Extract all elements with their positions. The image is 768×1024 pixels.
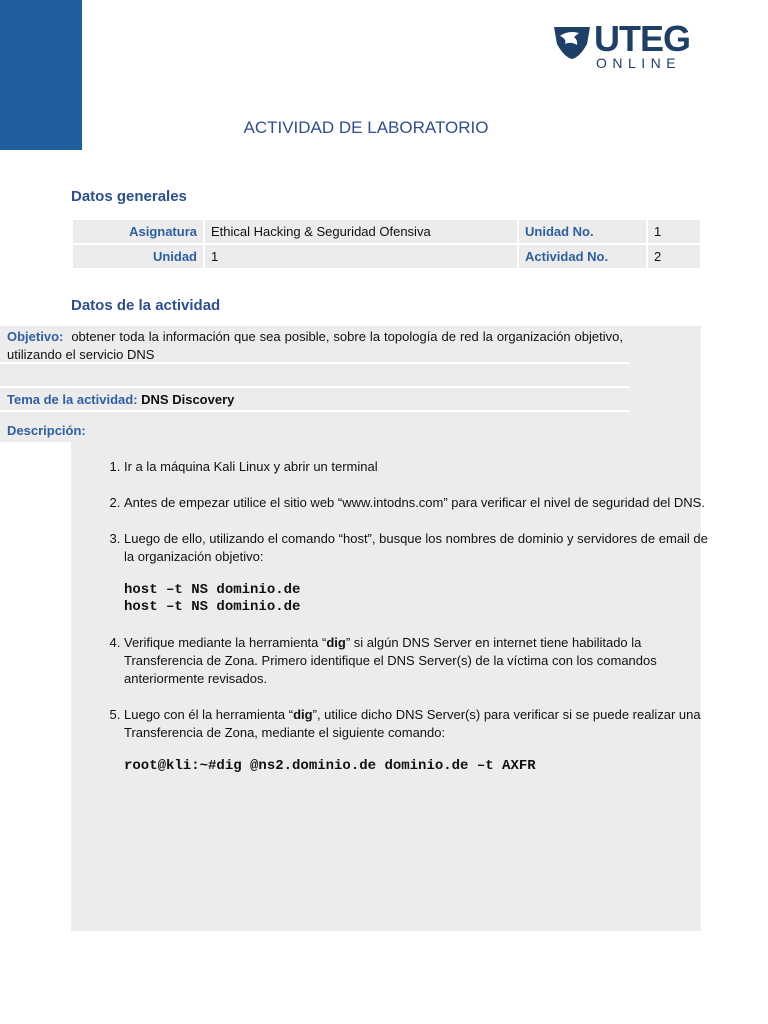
step-text: ” si algún DNS Server en internet tiene habilitado la Transferencia de Zona. Primero identifique el DNS Server(s) de la víctima con los comandos anteriormente revisados. xyxy=(124,635,657,686)
actividad-no-value: 2 xyxy=(648,245,700,268)
list-item xyxy=(124,634,714,688)
activity-data-heading: Datos de la actividad xyxy=(71,297,221,314)
logo-sub-text: ONLINE xyxy=(596,55,682,71)
step-text: Luego de ello, utilizando el comando “host”, busque los nombres de dominio y servidores de email de la organización objetivo: xyxy=(124,531,708,564)
empty-row xyxy=(0,364,630,388)
actividad-no-label: Actividad No. xyxy=(519,245,646,268)
general-data-table xyxy=(71,218,702,270)
step-text: Ir a la máquina Kali Linux y abrir un terminal xyxy=(124,459,378,474)
step-text: Verifique mediante la herramienta “ xyxy=(124,635,327,650)
table-row xyxy=(73,220,700,243)
list-item xyxy=(124,458,714,476)
unidad-no-label: Unidad No. xyxy=(519,220,646,243)
topic-label: Tema de la actividad: xyxy=(7,392,138,407)
unidad-label: Unidad xyxy=(73,245,203,268)
list-item xyxy=(124,706,714,775)
step-text: Luego con él la herramienta “ xyxy=(124,707,294,722)
list-item xyxy=(124,530,714,616)
table-row xyxy=(73,245,700,268)
document-title: ACTIVIDAD DE LABORATORIO xyxy=(243,118,489,137)
steps-list xyxy=(71,458,714,793)
description-row xyxy=(0,420,630,442)
uteg-online-logo xyxy=(548,20,708,76)
asignatura-label: Asignatura xyxy=(73,220,203,243)
shield-logo-icon xyxy=(552,24,592,60)
code-line: host –t NS dominio.de xyxy=(124,582,301,598)
objective-label: Objetivo: xyxy=(7,329,64,344)
logo-brand-text: UTEG xyxy=(594,18,691,59)
topic-row xyxy=(0,388,630,412)
list-item xyxy=(124,494,714,512)
code-line: root@kli:~#dig @ns2.dominio.de dominio.de –t AXFR xyxy=(124,758,536,774)
step-text: ”, utilice dicho DNS Server(s) para verificar si se puede realizar una Transferencia de Zona, mediante el siguiente comando: xyxy=(124,707,701,740)
general-data-heading: Datos generales xyxy=(71,188,187,205)
asignatura-value: Ethical Hacking & Seguridad Ofensiva xyxy=(205,220,517,243)
unidad-value: 1 xyxy=(205,245,517,268)
code-block xyxy=(124,582,714,616)
step-bold-term: dig xyxy=(326,635,346,650)
topic-value: DNS Discovery xyxy=(141,392,235,407)
objective-text: obtener toda la información que sea posible, sobre la topología de red la organización objetivo, utilizando el servicio DNS xyxy=(7,329,623,362)
description-label: Descripción: xyxy=(7,423,86,438)
code-line: host –t NS dominio.de xyxy=(124,599,301,615)
step-text: Antes de empezar utilice el sitio web “www.intodns.com” para verificar el nivel de seguridad del DNS. xyxy=(124,495,705,510)
objective-row xyxy=(0,326,630,364)
unidad-no-value: 1 xyxy=(648,220,700,243)
code-block xyxy=(124,758,714,775)
step-bold-term: dig xyxy=(293,707,313,722)
